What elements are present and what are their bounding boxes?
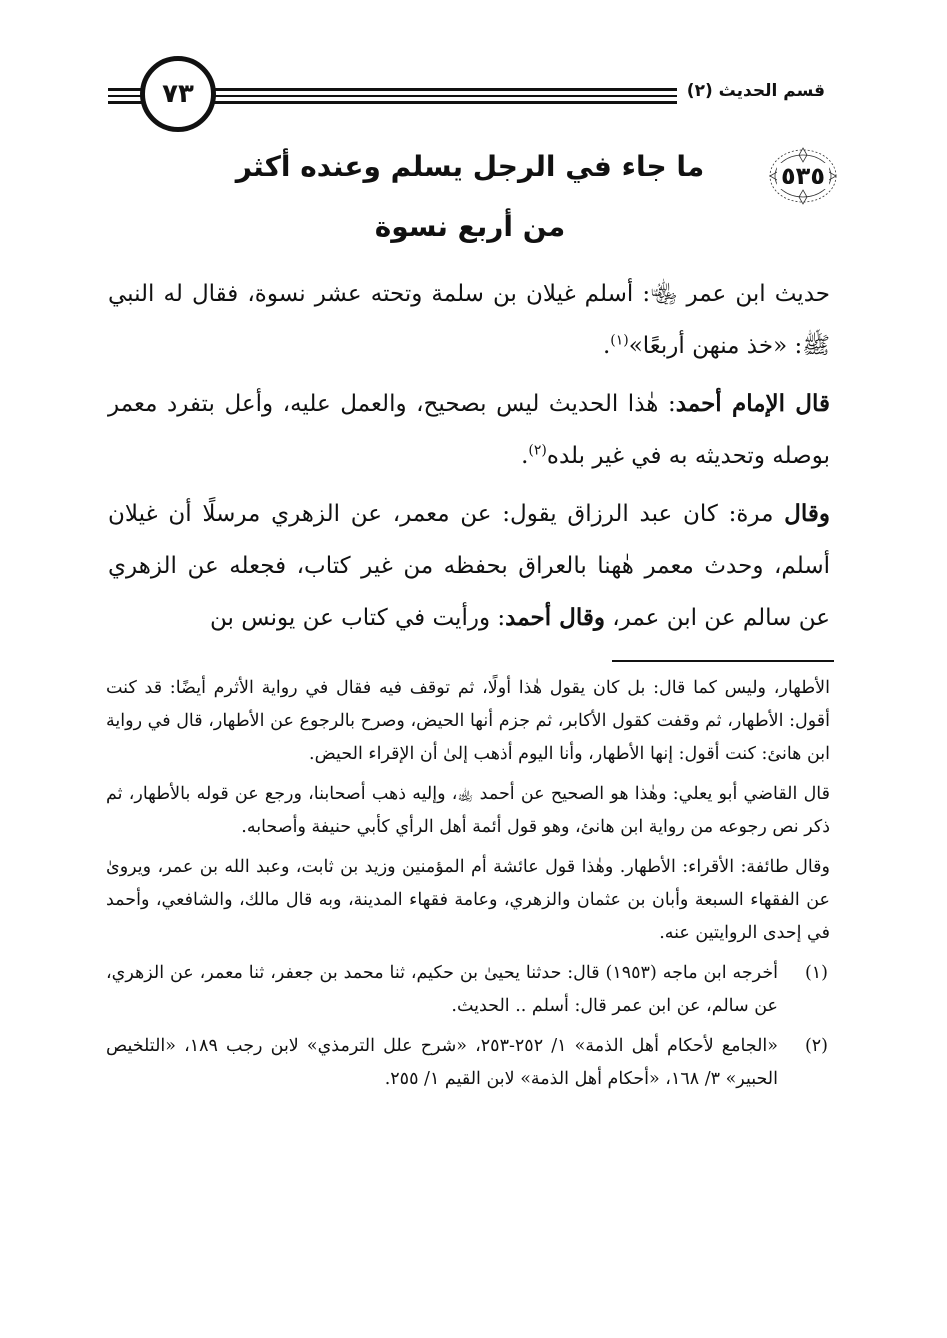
page-number: ٧٣ <box>162 79 194 109</box>
paragraph <box>108 378 830 482</box>
paragraph-text: : ورأيت في كتاب عن يونس بن <box>210 605 506 631</box>
paragraph-end: . <box>521 443 529 469</box>
footnote-continuation: الأطهار، وليس كما قال: بل كان يقول هٰذا أولًا، ثم توقف فيه فقال في رواية الأثرم أيضًا: قد كنت أقول: الأطهار، ثم وقفت كقول الأكابر، ثم جزم أنها الحيض، وصرح بالرجوع عن الأطهار، قال في رواية ابن هانئ: كنت أقول: إنها الأطهار، وأنا اليوم أذهب إلىٰ أن الإقراء الحيض. <box>106 678 830 764</box>
footnote-number: (٢) <box>804 1036 828 1056</box>
page-number-badge <box>140 56 216 132</box>
chapter-number-ornament <box>767 146 839 206</box>
paragraph-text: حديث ابن عمر ﵄: أسلم غيلان بن سلمة وتحته عشر نسوة، فقال له النبي ﷺ: «خذ منهن أربعًا» <box>108 281 830 359</box>
speaker-label: قال الإمام أحمد <box>675 390 831 417</box>
chapter-title-line-1: ما جاء في الرجل يسلم وعنده أكثر <box>235 150 705 183</box>
speaker-label: وقال أحمد <box>505 604 605 631</box>
paragraph-text: مرة: كان عبد الرزاق يقول: عن معمر، عن الزهري مرسلًا أن غيلان أسلم، وحدث معمر هٰهنا بالعراق بحفظه من غير كتاب، فجعله عن الزهري عن سالم عن ابن عمر، <box>108 501 830 631</box>
footnote-ref[interactable]: (٢) <box>528 442 547 459</box>
footnote-separator <box>612 660 834 662</box>
chapter-title-line-2: من أربع نسوة <box>374 210 566 243</box>
footnotes <box>106 672 830 1103</box>
paragraph <box>108 268 830 372</box>
paragraph-end: . <box>602 333 611 359</box>
footnote-text: أخرجه ابن ماجه (١٩٥٣) قال: حدثنا يحيىٰ بن حكيم، ثنا محمد بن جعفر، ثنا معمر، عن الزهري، عن سالم، عن ابن عمر قال: أسلم .. الحديث. <box>106 963 778 1016</box>
paragraph-text: : هٰذا الحديث ليس بصحيح، والعمل عليه، وأعل بتفرد معمر بوصله وتحديثه به في غير بلده <box>108 391 830 469</box>
chapter-number: ٥٣٥ <box>777 163 829 189</box>
footnote-number: (١) <box>804 963 828 983</box>
footnote-text: «الجامع لأحكام أهل الذمة» ١/ ٢٥٢-٢٥٣، «شرح علل الترمذي» لابن رجب ١٨٩، «التلخيص الحبير» ٣/ ١٦٨، «أحكام أهل الذمة» لابن القيم ١/ ٢٥٥. <box>106 1036 778 1089</box>
running-header-title: قسم الحديث (٢) <box>677 77 835 105</box>
paragraph <box>108 488 830 644</box>
footnote-item <box>106 957 830 1023</box>
speaker-label: وقال <box>784 500 830 527</box>
footnote-continuation: وقال طائفة: الأقراء: الأطهار. وهٰذا قول عائشة أم المؤمنين وزيد بن ثابت، وعبد الله بن عمر، ويروىٰ عن الفقهاء السبعة وأبان بن عثمان والزهري، وعامة فقهاء المدينة، وبه قال مالك، والشافعي، وأحمد في إحدى الروايتين عنه. <box>106 857 830 943</box>
footnote-ref[interactable]: (١) <box>610 332 629 349</box>
footnote-item <box>106 1030 830 1096</box>
footnote-continuation: قال القاضي أبو يعلي: وهٰذا هو الصحيح عن أحمد ﵀، وإليه ذهب أصحابنا، ورجع عن قوله بالأطهار، ثم ذكر نص رجوعه من رواية ابن هانئ، وهو قول أئمة أهل الرأي كأبي حنيفة وأصحابه. <box>106 784 830 837</box>
main-text <box>108 268 830 650</box>
